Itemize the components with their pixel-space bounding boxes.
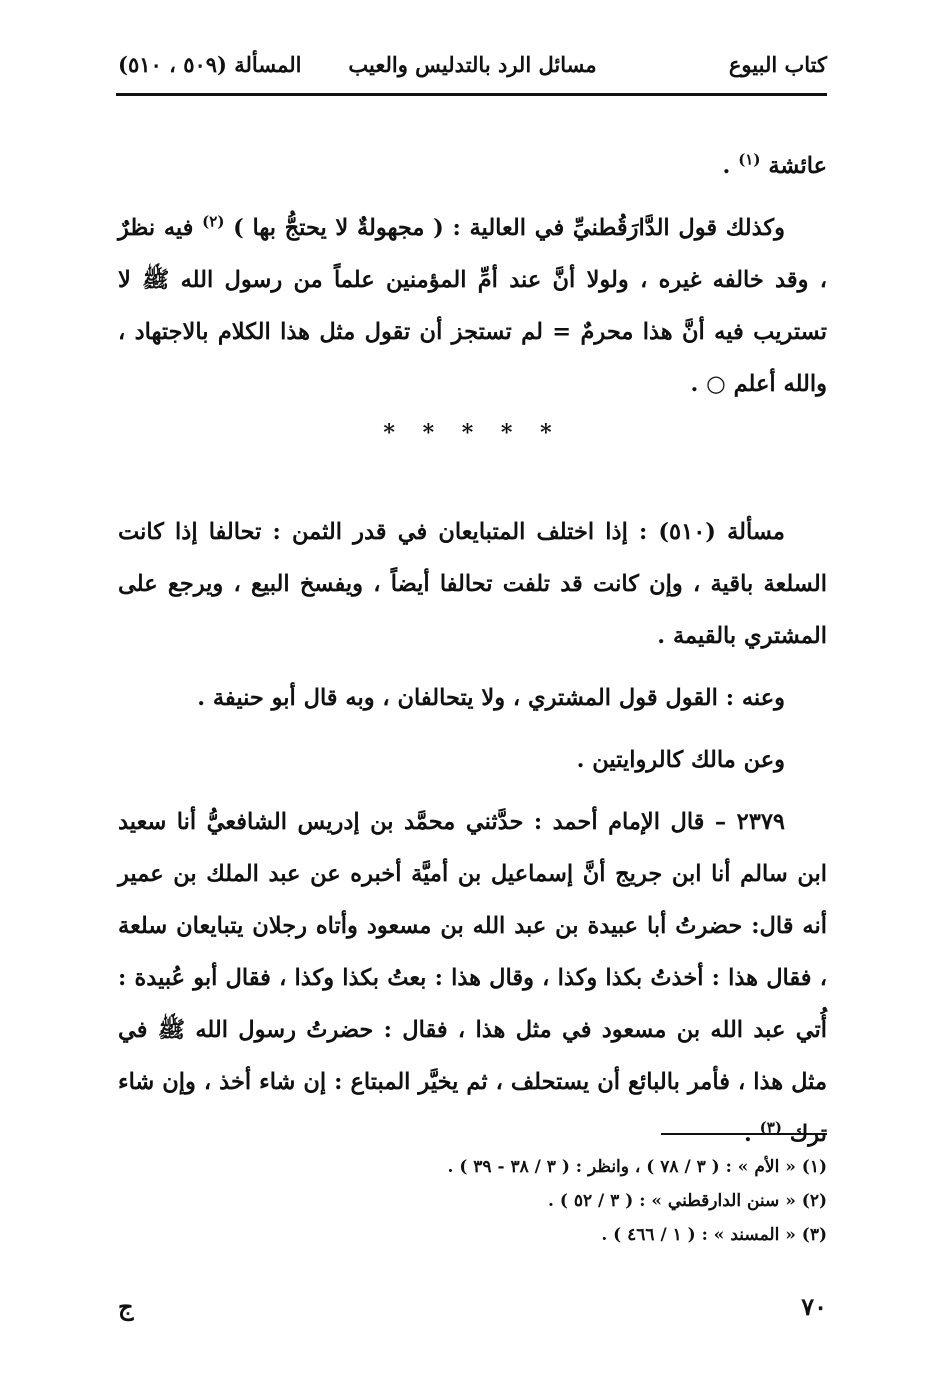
masala-paragraph [118,506,827,662]
running-header [118,52,827,88]
masala-section [118,506,827,1160]
riwaya-1-text: وعنه : القول قول المشتري ، ولا يتحالفان ، وبه قال أبو حنيفة . [197,685,785,711]
footnote-ref-1: (١) [738,150,761,169]
continuation-text [118,140,827,410]
footnote-rule [661,1133,827,1135]
sentence-end: . [722,153,731,179]
chapter-title: مسائل الرد بالتدليس والعيب [348,52,597,77]
paragraph-text-part1: وكذلك قول الدَّارَقُطنيِّ في العالية : ( مجهولةٌ لا يحتجُّ بها ) [233,215,785,241]
hadith-number: ٢٣٧٩ [736,809,785,835]
page-number: ٧٠ [801,1292,827,1321]
masala-text: إذا اختلف المتبايعان في قدر الثمن : تحالفا إذا كانت السلعة باقية ، وإن كانت قد تلفت تحالفا أيضاً ، ويفسخ البيع ، ويرجع على المشتري بالقيمة . [118,519,827,649]
riwaya-2-text: وعن مالك كالروايتين . [576,747,785,773]
continuation-word: عائشة [768,153,827,179]
masala-label: مسألة (٥١٠) : [638,519,785,545]
book-title: كتاب البيوع [728,52,827,77]
footnote-ref-3: (٣) [759,1118,782,1137]
hadith-text: – قال الإمام أحمد : حدَّثني محمَّد بن إدريس الشافعيُّ أنا سعيد ابن سالم أنا ابن جريج أنَّ إسماعيل بن أميَّة أخبره عن عبد الملك بن عمير أنه قال: حضرتُ أبا عبيدة بن عبد الله بن مسعود وأتاه رجلان يتبايعان سلعة ، فقال هذا : أخذتُ بكذا وكذا ، وقال هذا : بعتُ بكذا وكذا ، فقال أبو عُبيدة : أُتي عبد الله بن مسعود في مثل هذا ، فقال : حضرتُ رسول الله ﷺ في مثل هذا ، فأمر بالبائع أن يستحلف ، ثم يخيَّر المبتاع : إن شاء أخذ ، وإن شاء ترك [118,809,827,1147]
sentence-end: . [743,1121,752,1147]
continuation-paragraph [118,202,827,410]
riwaya-1 [118,672,827,724]
signature-mark: ج [118,1292,134,1321]
continuation-line [118,140,827,192]
footnote-ref-2: (٢) [202,212,225,231]
issue-range: المسألة (٥٠٩ ، ٥١٠) [118,52,302,77]
section-separator: * * * * * [383,420,562,446]
footnotes [118,1150,827,1252]
footnote-3: (٣) « المسند » : ( ١ / ٤٦٦ ) . [601,1225,827,1245]
footnote-1: (١) « الأم » : ( ٣ / ٧٨ ) ، وانظر : ( ٣ / ٣٨ - ٣٩ ) . [447,1157,827,1177]
paragraph-text-part2: فيه نظرٌ ، وقد خالفه غيره ، ولولا أنَّ عند أمِّ المؤمنين علماً من رسول الله ﷺ لا تستريب فيه أنَّ هذا محرمٌ = لم تستجز أن تقول مثل هذا الكلام بالاجتهاد ، والله أعلم ○ . [118,215,827,397]
hadith-paragraph [118,796,827,1160]
footnote-2: (٢) « سنن الدارقطني » : ( ٣ / ٥٢ ) . [548,1191,827,1211]
header-rule [116,93,827,96]
riwaya-2 [118,734,827,786]
